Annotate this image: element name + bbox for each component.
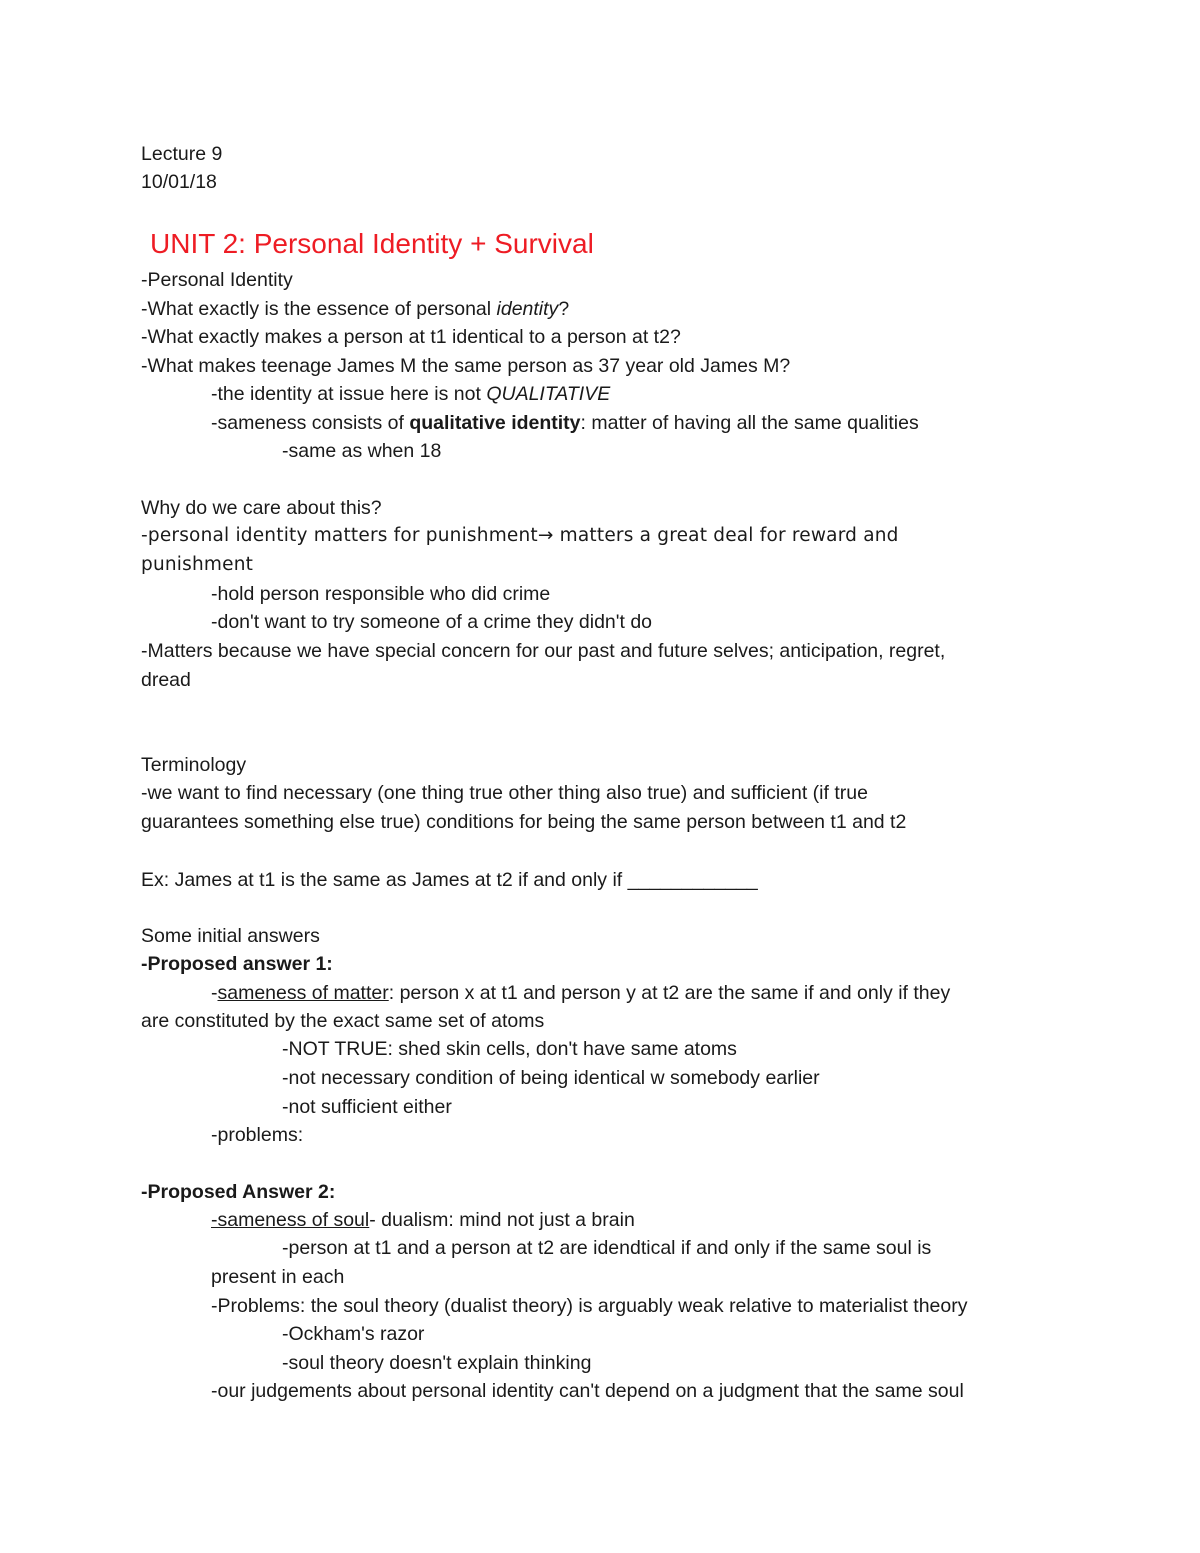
terminology-heading: Terminology [141,754,247,776]
text-segment: -sameness consists of [211,412,410,434]
atoms-line: are constituted by the exact same set of atoms [141,1010,545,1032]
responsible-line: -hold person responsible who did crime [211,583,551,605]
proposed-answer-1-heading: -Proposed answer 1: [141,953,333,975]
same-soul-line: -person at t1 and a person at t2 are idendtical if and only if the same soul is [282,1237,932,1259]
same-as-18-line: -same as when 18 [282,440,442,462]
underlined-term: sameness of matter [217,982,389,1004]
conditions-line-cont: guarantees something else true) conditions for being the same person between t1 and t2 [141,811,907,833]
example-line: Ex: James at t1 is the same as James at t2 if and only if ____________ [141,869,758,891]
initial-answers-heading: Some initial answers [141,925,320,947]
present-in-each-line: present in each [211,1266,345,1288]
not-qualitative-line [211,380,610,408]
proposed-answer-2-heading: -Proposed Answer 2: [141,1181,336,1203]
lecture-date: 10/01/18 [141,171,217,193]
soul-problems-line: -Problems: the soul theory (dualist theory) is arguably weak relative to materialist theory [211,1295,968,1317]
sameness-of-matter-line [211,979,950,1007]
dread-line: dread [141,669,191,691]
lecture-number: Lecture 9 [141,143,223,165]
judgements-line: -our judgements about personal identity can't depend on a judgment that the same soul [211,1380,964,1402]
james-question-line: -What makes teenage James M the same person as 37 year old James M? [141,355,791,377]
punishment-line: -personal identity matters for punishment→ matters a great deal for reward and [141,525,899,546]
special-concern-line: -Matters because we have special concern for our past and future selves; anticipation, regret, [141,640,946,662]
t1-t2-question-line: -What exactly makes a person at t1 identical to a person at t2? [141,326,681,348]
not-sufficient-line: -not sufficient either [282,1096,452,1118]
problems-line: -problems: [211,1124,304,1146]
personal-identity-line: -Personal Identity [141,269,293,291]
conditions-line: -we want to find necessary (one thing true other thing also true) and sufficient (if true [141,782,868,804]
dont-try-line: -don't want to try someone of a crime they didn't do [211,611,653,633]
thinking-line: -soul theory doesn't explain thinking [282,1352,592,1374]
unit-title: UNIT 2: Personal Identity + Survival [150,228,594,259]
text-segment: : person x at t1 and person y at t2 are the same if and only if they [388,982,951,1004]
text-segment: : matter of having all the same qualities [580,412,919,434]
bold-term: qualitative identity [409,412,581,434]
emphasis-text: QUALITATIVE [486,383,611,405]
qualitative-identity-line [211,409,919,437]
punishment-line-cont: punishment [141,554,254,575]
underlined-term: -sameness of soul [211,1209,370,1231]
emphasis-text: identity [496,298,559,320]
text-segment: -What exactly is the essence of personal [141,298,497,320]
text-segment: - [211,982,218,1004]
sameness-of-soul-line [211,1206,635,1234]
essence-question-line [141,295,569,323]
text-segment: ? [558,298,570,320]
text-segment: -the identity at issue here is not [211,383,487,405]
not-true-line: -NOT TRUE: shed skin cells, don't have same atoms [282,1038,737,1060]
text-segment: - dualism: mind not just a brain [369,1209,635,1231]
not-necessary-line: -not necessary condition of being identical w somebody earlier [282,1067,820,1089]
why-heading: Why do we care about this? [141,497,382,519]
ockhams-razor-line: -Ockham's razor [282,1323,425,1345]
